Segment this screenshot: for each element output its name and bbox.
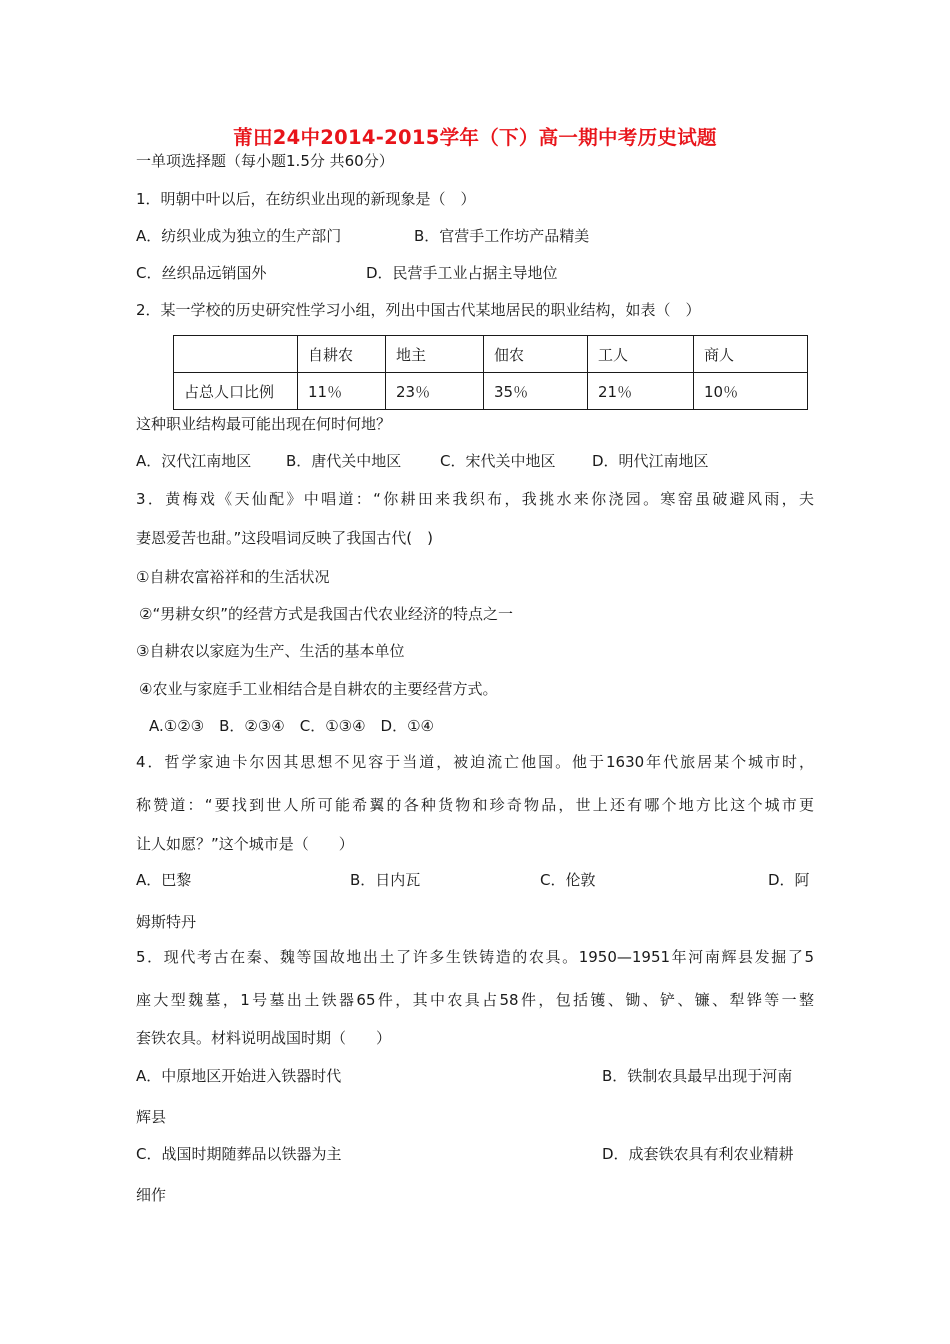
question-2-option-b: B．唐代关中地区 — [286, 452, 402, 470]
table-row-label: 占总人口比例 — [174, 373, 298, 410]
question-1-option-d: D．民营手工业占据主导地位 — [366, 264, 558, 282]
question-4-option-d: D．阿 — [768, 871, 810, 889]
question-5-option-a: A．中原地区开始进入铁器时代 — [136, 1067, 342, 1085]
table-cell: 10％ — [694, 373, 808, 410]
table-cell: 23％ — [386, 373, 484, 410]
question-3-statement-2: ②“男耕女织”的经营方式是我国古代农业经济的特点之一 — [139, 605, 513, 623]
question-5-option-b: B．铁制农具最早出现于河南 — [602, 1067, 793, 1085]
question-5-stem-line-1: 5．现代考古在秦、魏等国故地出土了许多生铁铸造的农具。1950—1951年河南辉县发掘了5 — [136, 948, 814, 966]
table-header-cell: 商人 — [694, 336, 808, 373]
question-5-stem-line-2: 座大型魏墓，1号墓出土铁器65件，其中农具占58件，包括镬、锄、铲、镰、犁铧等一整 — [136, 991, 814, 1009]
table-header-cell: 工人 — [588, 336, 694, 373]
table-header-cell: 佃农 — [484, 336, 588, 373]
question-3-statement-1: ①自耕农富裕祥和的生活状况 — [136, 568, 330, 586]
question-4-stem-line-1: 4．哲学家迪卡尔因其思想不见容于当道，被迫流亡他国。他于1630年代旅居某个城市时， — [136, 753, 814, 771]
table-header-row — [174, 336, 808, 373]
question-3-stem-line-2: 妻恩爱苦也甜。”这段唱词反映了我国古代( ) — [136, 529, 433, 547]
question-4-option-a: A．巴黎 — [136, 871, 192, 889]
table-row — [174, 373, 808, 410]
exam-title: 莆田24中2014-2015学年（下）高一期中考历史试题 — [233, 126, 717, 149]
question-5-option-d-wrap: 细作 — [136, 1186, 167, 1204]
question-3-statement-3: ③自耕农以家庭为生产、生活的基本单位 — [136, 642, 405, 660]
question-1-option-a: A．纺织业成为独立的生产部门 — [136, 227, 342, 245]
table-cell: 21％ — [588, 373, 694, 410]
table-header-cell: 自耕农 — [298, 336, 386, 373]
question-4-stem-line-2: 称赞道：“要找到世人所可能希翼的各种货物和珍奇物品，世上还有哪个地方比这个城市更 — [136, 796, 814, 814]
question-1-option-c: C．丝织品远销国外 — [136, 264, 267, 282]
question-2-option-c: C．宋代关中地区 — [440, 452, 556, 470]
question-5-option-d: D．成套铁农具有利农业精耕 — [602, 1145, 794, 1163]
question-3-stem-line-1: 3．黄梅戏《天仙配》中唱道：“你耕田来我织布，我挑水来你浇园。寒窑虽破避风雨，夫 — [136, 490, 814, 508]
question-4-option-d-wrap: 姆斯特丹 — [136, 913, 197, 931]
table-cell: 11％ — [298, 373, 386, 410]
table-header-cell — [174, 336, 298, 373]
question-4-option-c: C．伦敦 — [540, 871, 596, 889]
question-3-options: A.①②③ B．②③④ C．①③④ D．①④ — [149, 717, 435, 735]
section-heading: 一单项选择题（每小题1.5分 共60分） — [136, 152, 394, 170]
question-2-question: 这种职业结构最可能出现在何时何地？ — [136, 415, 392, 433]
question-1-option-b: B．官营手工作坊产品精美 — [414, 227, 590, 245]
question-5-stem-line-3: 套铁农具。材料说明战国时期（ ） — [136, 1029, 392, 1047]
question-2-stem: 2．某一学校的历史研究性学习小组，列出中国古代某地居民的职业结构，如表（ ） — [136, 301, 701, 319]
question-1-stem: 1．明朝中叶以后，在纺织业出现的新现象是（ ） — [136, 190, 476, 208]
table-header-cell: 地主 — [386, 336, 484, 373]
question-5-option-b-wrap: 辉县 — [136, 1108, 167, 1126]
question-2-option-d: D．明代江南地区 — [592, 452, 709, 470]
question-5-option-c: C．战国时期随葬品以铁器为主 — [136, 1145, 342, 1163]
occupation-table — [173, 335, 808, 410]
question-4-option-b: B．日内瓦 — [350, 871, 421, 889]
question-4-stem-line-3: 让人如愿？”这个城市是（ ） — [136, 835, 354, 853]
question-3-statement-4: ④农业与家庭手工业相结合是自耕农的主要经营方式。 — [139, 680, 498, 698]
table-cell: 35％ — [484, 373, 588, 410]
question-2-option-a: A．汉代江南地区 — [136, 452, 252, 470]
